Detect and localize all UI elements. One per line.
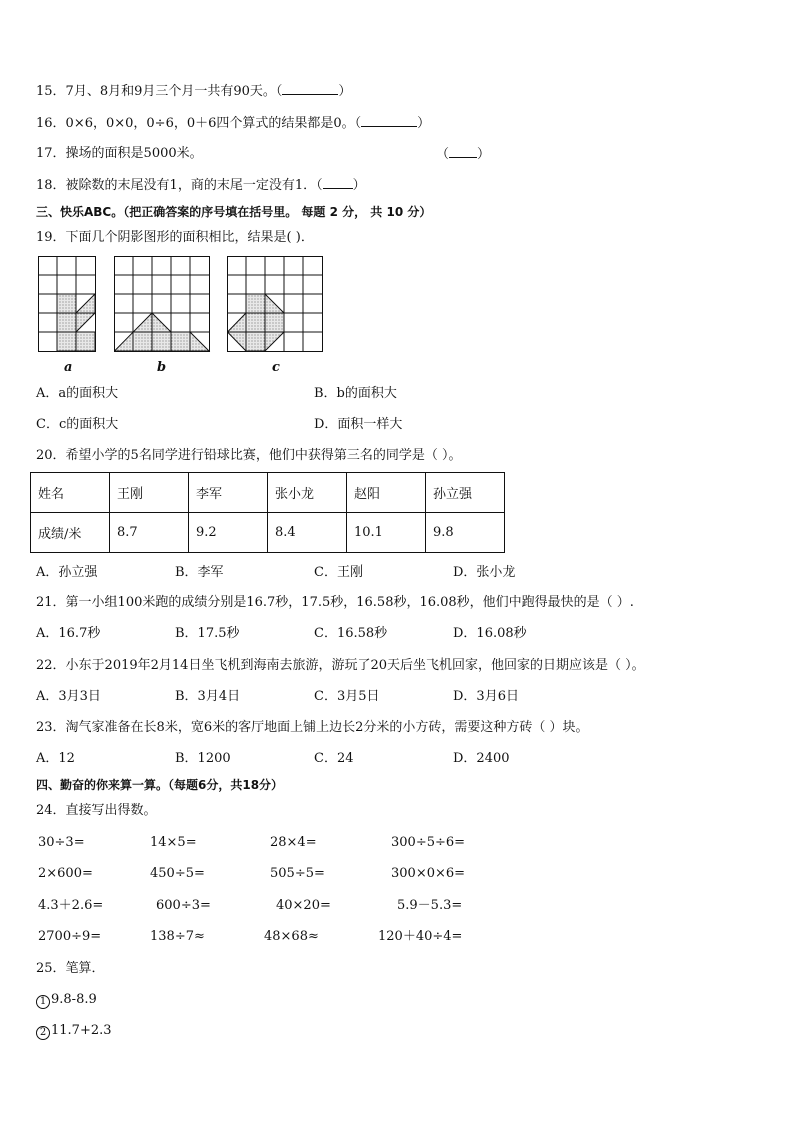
circled-number: 2 [36, 1026, 50, 1040]
answer-blank[interactable] [449, 145, 477, 158]
question-18-text: 18．被除数的末尾没有1，商的末尾一定没有1．（ [36, 178, 323, 193]
q20-option-b[interactable]: B．李军 [175, 565, 224, 580]
question-23-text: 23．淘气家准备在长8米，宽6米的客厅地面上铺上边长2分米的小方砖，需要这种方砖（ ）块。 [36, 720, 589, 735]
table-row [31, 473, 505, 513]
table-cell: 李军 [189, 473, 268, 513]
calc-item: 2700÷9= [38, 929, 102, 944]
q21-option-a[interactable]: A．16.7秒 [36, 626, 101, 641]
q23-option-b[interactable]: B．1200 [175, 751, 231, 766]
section-3-title: 三、快乐ABC。（把正确答案的序号填在括号里。 每题 2 分， 共 10 分） [36, 205, 432, 219]
q19-option-b[interactable]: B．b的面积大 [314, 386, 397, 401]
figure-a-grid [38, 256, 98, 354]
question-18 [36, 176, 366, 195]
q25-item-1 [36, 991, 97, 1009]
figure-c-grid [227, 256, 325, 354]
q23-option-c[interactable]: C．24 [314, 751, 354, 766]
q21-option-c[interactable]: C．16.58秒 [314, 626, 388, 641]
table-cell: 姓名 [31, 473, 110, 513]
q19-option-c[interactable]: C．c的面积大 [36, 417, 119, 432]
question-21-text: 21．第一小组100米跑的成绩分别是16.7秒，17.5秒，16.58秒，16.08秒，他们中跑得最快的是（ ）. [36, 595, 634, 610]
table-cell: 张小龙 [268, 473, 347, 513]
question-15-text: 15．7月、8月和9月三个月一共有90天。（ [36, 84, 283, 99]
q20-option-d[interactable]: D．张小龙 [453, 565, 516, 580]
q20-option-c[interactable]: C．王刚 [314, 565, 363, 580]
calc-item: 2×600= [38, 866, 93, 881]
paren-close: ） [338, 84, 352, 99]
question-20-text: 20．希望小学的5名同学进行铅球比赛，他们中获得第三名的同学是（ ）。 [36, 448, 462, 463]
calc-item: 40×20= [276, 898, 331, 913]
q25-item-2 [36, 1022, 112, 1040]
question-17 [36, 145, 203, 163]
q21-option-d[interactable]: D．16.08秒 [453, 626, 527, 641]
calc-item: 5.9－5.3= [397, 898, 463, 913]
calc-item: 48×68≈ [264, 929, 319, 944]
table-cell: 9.8 [426, 513, 505, 553]
calc-item: 450÷5= [150, 866, 205, 881]
table-cell: 王刚 [110, 473, 189, 513]
q19-option-a[interactable]: A．a的面积大 [36, 386, 119, 401]
q22-option-c[interactable]: C．3月5日 [314, 689, 380, 704]
calc-item: 600÷3= [156, 898, 211, 913]
section-4-title: 四、勤奋的你来算一算。（每题6分，共18分） [36, 778, 284, 792]
calc-item: 300÷5÷6= [391, 835, 466, 850]
answer-blank[interactable] [282, 82, 338, 95]
table-cell: 成绩/米 [31, 513, 110, 553]
calc-item: 505÷5= [270, 866, 325, 881]
table-cell: 8.7 [110, 513, 189, 553]
paren-close: ） [352, 178, 366, 193]
table-row [31, 513, 505, 553]
table-cell: 10.1 [347, 513, 426, 553]
q19-option-d[interactable]: D．面积一样大 [314, 417, 403, 432]
q22-option-b[interactable]: B．3月4日 [175, 689, 241, 704]
table-cell: 9.2 [189, 513, 268, 553]
q21-option-b[interactable]: B．17.5秒 [175, 626, 240, 641]
figure-label-b: b [157, 360, 167, 375]
question-22-text: 22．小东于2019年2月14日坐飞机到海南去旅游，游玩了20天后坐飞机回家，他回家的日期应该是（ ）。 [36, 658, 645, 673]
calc-item: 4.3＋2.6= [38, 898, 104, 913]
paren-open: （ [436, 147, 450, 162]
q23-option-d[interactable]: D．2400 [453, 751, 510, 766]
q20-option-a[interactable]: A．孙立强 [36, 565, 98, 580]
calc-item: 14×5= [150, 835, 197, 850]
q22-option-a[interactable]: A．3月3日 [36, 689, 101, 704]
expression: 11.7+2.3 [51, 1023, 112, 1038]
question-16 [36, 114, 430, 133]
q22-option-d[interactable]: D．3月6日 [453, 689, 519, 704]
q23-option-a[interactable]: A．12 [36, 751, 75, 766]
expression: 9.8-8.9 [51, 992, 97, 1007]
score-table [30, 472, 505, 553]
question-17-answer [436, 145, 490, 164]
question-19-text: 19．下面几个阴影图形的面积相比，结果是( )． [36, 230, 314, 245]
table-cell: 8.4 [268, 513, 347, 553]
figure-b-grid [114, 256, 212, 354]
table-cell: 赵阳 [347, 473, 426, 513]
question-15 [36, 82, 351, 101]
question-25-text: 25．笔算． [36, 961, 105, 976]
circled-number: 1 [36, 995, 50, 1009]
question-24-text: 24．直接写出得数。 [36, 803, 157, 818]
question-16-text: 16．0×6，0×0，0÷6，0＋6四个算式的结果都是0。（ [36, 116, 362, 131]
answer-blank[interactable] [323, 176, 353, 189]
figure-label-c: c [272, 360, 280, 375]
table-cell: 孙立强 [426, 473, 505, 513]
calc-item: 28×4= [270, 835, 317, 850]
answer-blank[interactable] [361, 114, 417, 127]
calc-item: 300×0×6= [391, 866, 466, 881]
calc-item: 30÷3= [38, 835, 85, 850]
shaded-region [228, 294, 285, 351]
calc-item: 138÷7≈ [150, 929, 205, 944]
question-17-text: 17．操场的面积是5000米。 [36, 146, 203, 161]
paren-close: ） [417, 116, 431, 131]
paren-close: ） [477, 147, 491, 162]
figure-label-a: a [64, 360, 73, 375]
calc-item: 120＋40÷4= [378, 929, 463, 944]
